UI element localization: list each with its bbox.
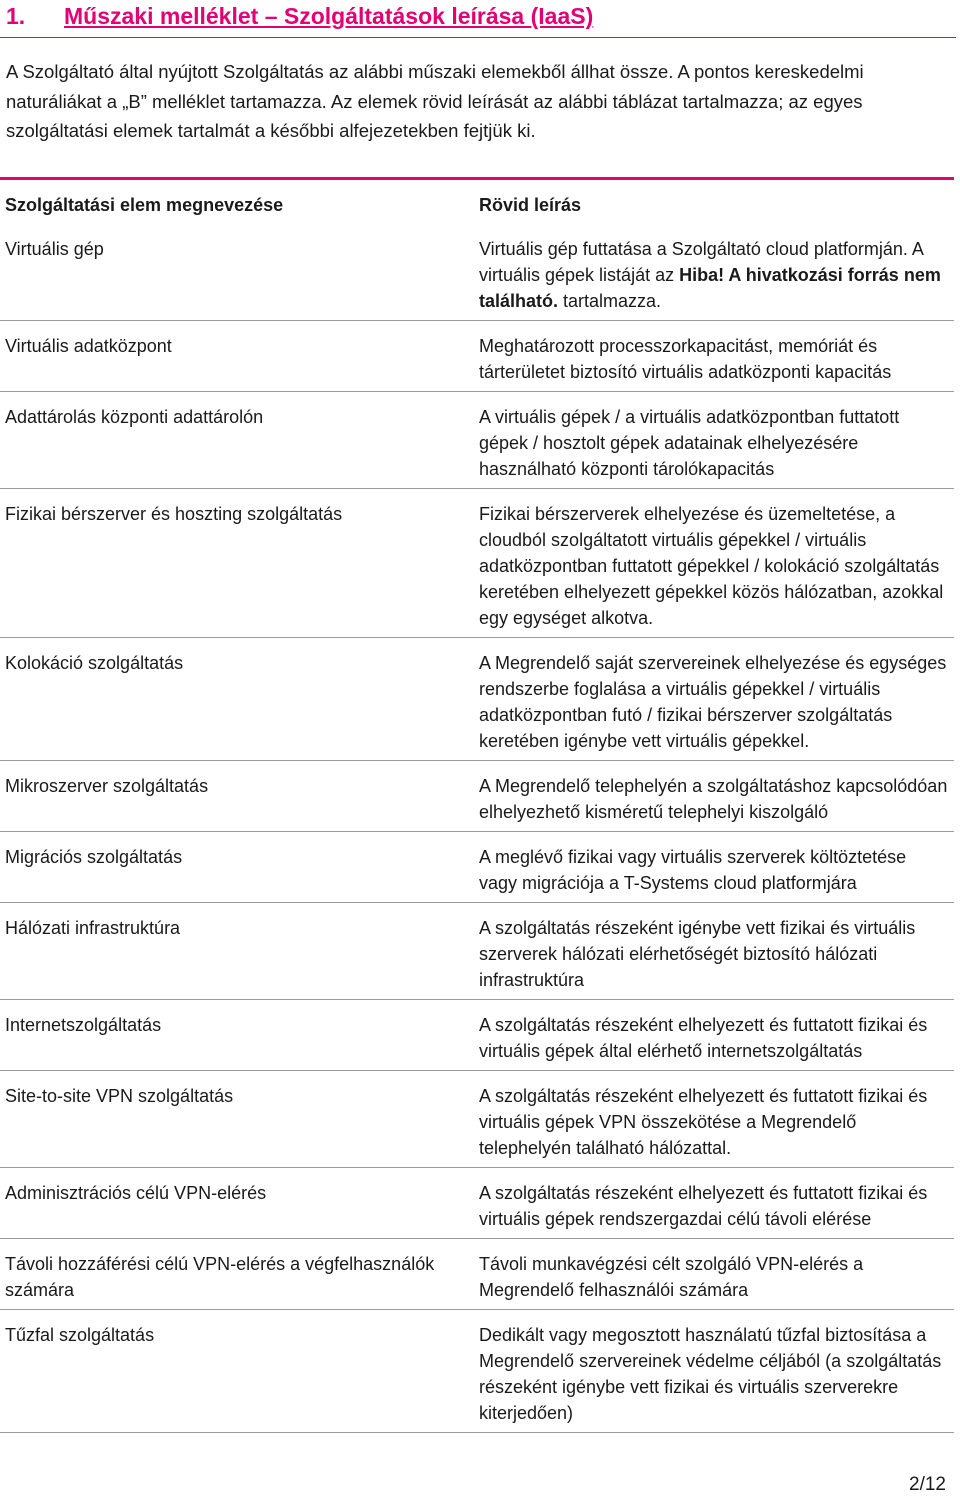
row-description <box>474 224 954 321</box>
table-row <box>0 1071 954 1168</box>
table-header-row <box>0 180 954 224</box>
row-name: Tűzfal szolgáltatás <box>0 1310 474 1433</box>
table-row <box>0 832 954 903</box>
table-row <box>0 1239 954 1310</box>
table-row <box>0 903 954 1000</box>
row-name: Migrációs szolgáltatás <box>0 832 474 903</box>
row-description: Meghatározott processzorkapacitást, memóriát és tárterületet biztosító virtuális adatközponti kapacitás <box>474 321 954 392</box>
reference-error-text[interactable]: Hiba! A hivatkozási forrás nem található. <box>479 265 941 311</box>
table-row <box>0 1310 954 1433</box>
row-name: Fizikai bérszerver és hoszting szolgáltatás <box>0 489 474 638</box>
intro-paragraph: A Szolgáltató által nyújtott Szolgáltatás az alábbi műszaki elemekből állhat össze. A pontos kereskedelmi naturáliákat a „B” melléklet tartamazza. Az elemek rövid leírását az alábbi táblázat tartalmazza; az egyes szolgáltatási elemek tartalmát a későbbi alfejezetekben fejtjük ki. <box>6 61 864 141</box>
row-name: Adattárolás központi adattárolón <box>0 392 474 489</box>
description-text: tartalmazza. <box>558 291 662 311</box>
description-text: Virtuális gép futtatása a Szolgáltató cloud platformján. A virtuális gépek listáját az <box>479 239 923 285</box>
row-description: A szolgáltatás részeként elhelyezett és futtatott fizikai és virtuális gépek VPN összekötése a Megrendelő telephelyén található hálózattal. <box>474 1071 954 1168</box>
row-description: A Megrendelő telephelyén a szolgáltatáshoz kapcsolódóan elhelyezhető kisméretű telephelyi kiszolgáló <box>474 761 954 832</box>
row-name: Kolokáció szolgáltatás <box>0 638 474 761</box>
row-description: A szolgáltatás részeként igénybe vett fizikai és virtuális szerverek hálózati elérhetőségét biztosító hálózati infrastruktúra <box>474 903 954 1000</box>
row-name: Távoli hozzáférési célú VPN-elérés a végfelhasználók számára <box>0 1239 474 1310</box>
row-name: Virtuális adatközpont <box>0 321 474 392</box>
row-name: Mikroszerver szolgáltatás <box>0 761 474 832</box>
row-name: Internetszolgáltatás <box>0 1000 474 1071</box>
row-name: Adminisztrációs célú VPN-elérés <box>0 1168 474 1239</box>
row-description: Távoli munkavégzési célt szolgáló VPN-elérés a Megrendelő felhasználói számára <box>474 1239 954 1310</box>
row-description: Dedikált vagy megosztott használatú tűzfal biztosítása a Megrendelő szervereinek védelme céljából (a szolgáltatás részeként igénybe vett fizikai és virtuális szerverekre kiterjedően) <box>474 1310 954 1433</box>
section-heading <box>6 0 956 32</box>
table-row <box>0 489 954 638</box>
row-description: A virtuális gépek / a virtuális adatközpontban futtatott gépek / hosztolt gépek adatainak elhelyezésére használható központi tárolókapacitás <box>474 392 954 489</box>
table-row <box>0 321 954 392</box>
row-name: Virtuális gép <box>0 224 474 321</box>
service-elements-table <box>0 180 954 1433</box>
row-name: Hálózati infrastruktúra <box>0 903 474 1000</box>
column-header-description: Rövid leírás <box>479 195 582 215</box>
row-description: A szolgáltatás részeként elhelyezett és futtatott fizikai és virtuális gépek által elérhető internetszolgáltatás <box>474 1000 954 1071</box>
row-description: A meglévő fizikai vagy virtuális szerverek költöztetése vagy migrációja a T-Systems cloud platformjára <box>474 832 954 903</box>
column-header-name: Szolgáltatási elem megnevezése <box>5 195 284 215</box>
row-description: A Megrendelő saját szervereinek elhelyezése és egységes rendszerbe foglalása a virtuális gépekkel / virtuális adatközpontban futó / fizikai bérszerver szolgáltatás keretében igénybe vett virtuális gépekkel. <box>474 638 954 761</box>
page-number: 2/12 <box>909 1474 946 1495</box>
table-row <box>0 761 954 832</box>
table-row <box>0 392 954 489</box>
section-title: Műszaki melléklet – Szolgáltatások leírása (IaaS) <box>64 3 594 29</box>
table-row <box>0 638 954 761</box>
row-description: Fizikai bérszerverek elhelyezése és üzemeltetése, a cloudból szolgáltatott virtuális gépekkel / virtuális adatközpontban futtatott gépekkel / kolokáció szolgáltatás keretében elhelyezett gépekkel közös hálózatban, azokkal egy egységet alkotva. <box>474 489 954 638</box>
row-description: A szolgáltatás részeként elhelyezett és futtatott fizikai és virtuális gépek rendszergazdai célú távoli elérése <box>474 1168 954 1239</box>
table-row <box>0 224 954 321</box>
table-row <box>0 1000 954 1071</box>
section-number: 1. <box>6 3 26 29</box>
row-name: Site-to-site VPN szolgáltatás <box>0 1071 474 1168</box>
table-row <box>0 1168 954 1239</box>
heading-divider <box>0 37 956 38</box>
